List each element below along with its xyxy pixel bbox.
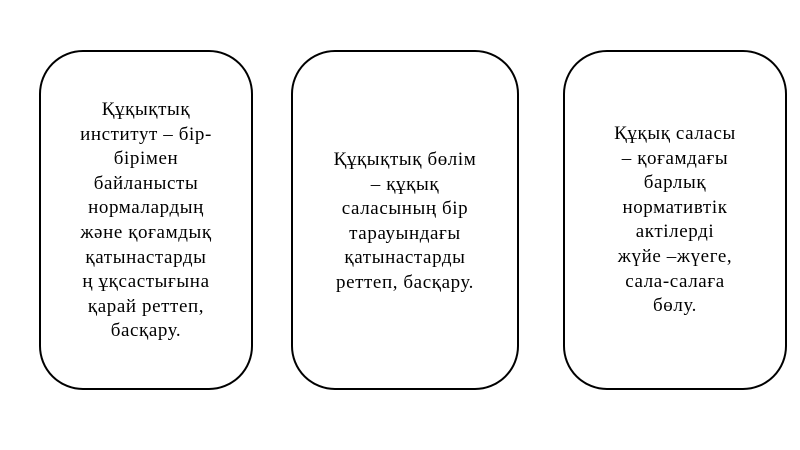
definition-text bbox=[293, 148, 517, 296]
text-line: Құқықтық bbox=[101, 99, 191, 120]
text-line: институт – бір- bbox=[80, 123, 212, 145]
text-line: тарауындағы bbox=[349, 222, 461, 244]
text-line: қарай реттеп, bbox=[87, 295, 205, 317]
text-line: нормативтік bbox=[622, 196, 728, 218]
definition-box-branch-of-law bbox=[563, 50, 787, 390]
definition-text bbox=[41, 98, 251, 344]
definition-box-legal-subsection bbox=[291, 50, 519, 390]
text-line: – қоғамдағы bbox=[621, 147, 729, 169]
text-line: қатынастарды bbox=[344, 247, 466, 269]
text-line: және қоғамдық bbox=[80, 221, 212, 243]
text-line: Құқықтық бөлім bbox=[333, 149, 477, 170]
text-line: бірімен bbox=[113, 148, 179, 170]
text-line: актілерді bbox=[635, 221, 715, 243]
text-line: ң ұқсастығына bbox=[82, 271, 210, 293]
text-line: сала-салаға bbox=[625, 270, 725, 292]
text-line: реттеп, басқару. bbox=[335, 271, 475, 293]
text-line: барлық bbox=[643, 172, 707, 194]
text-line: байланысты bbox=[93, 172, 199, 194]
text-line: бөлу. bbox=[653, 295, 697, 317]
definition-box-legal-institution bbox=[39, 50, 253, 390]
text-line: – құқық bbox=[370, 173, 440, 195]
text-line: Құқық саласы bbox=[614, 123, 736, 144]
text-line: басқару. bbox=[110, 320, 182, 342]
text-line: саласының бір bbox=[341, 198, 469, 220]
text-line: қатынастарды bbox=[85, 246, 207, 268]
definition-text bbox=[565, 122, 785, 319]
text-line: жүйе –жүеге, bbox=[617, 245, 733, 267]
text-line: нормалардың bbox=[88, 197, 204, 219]
